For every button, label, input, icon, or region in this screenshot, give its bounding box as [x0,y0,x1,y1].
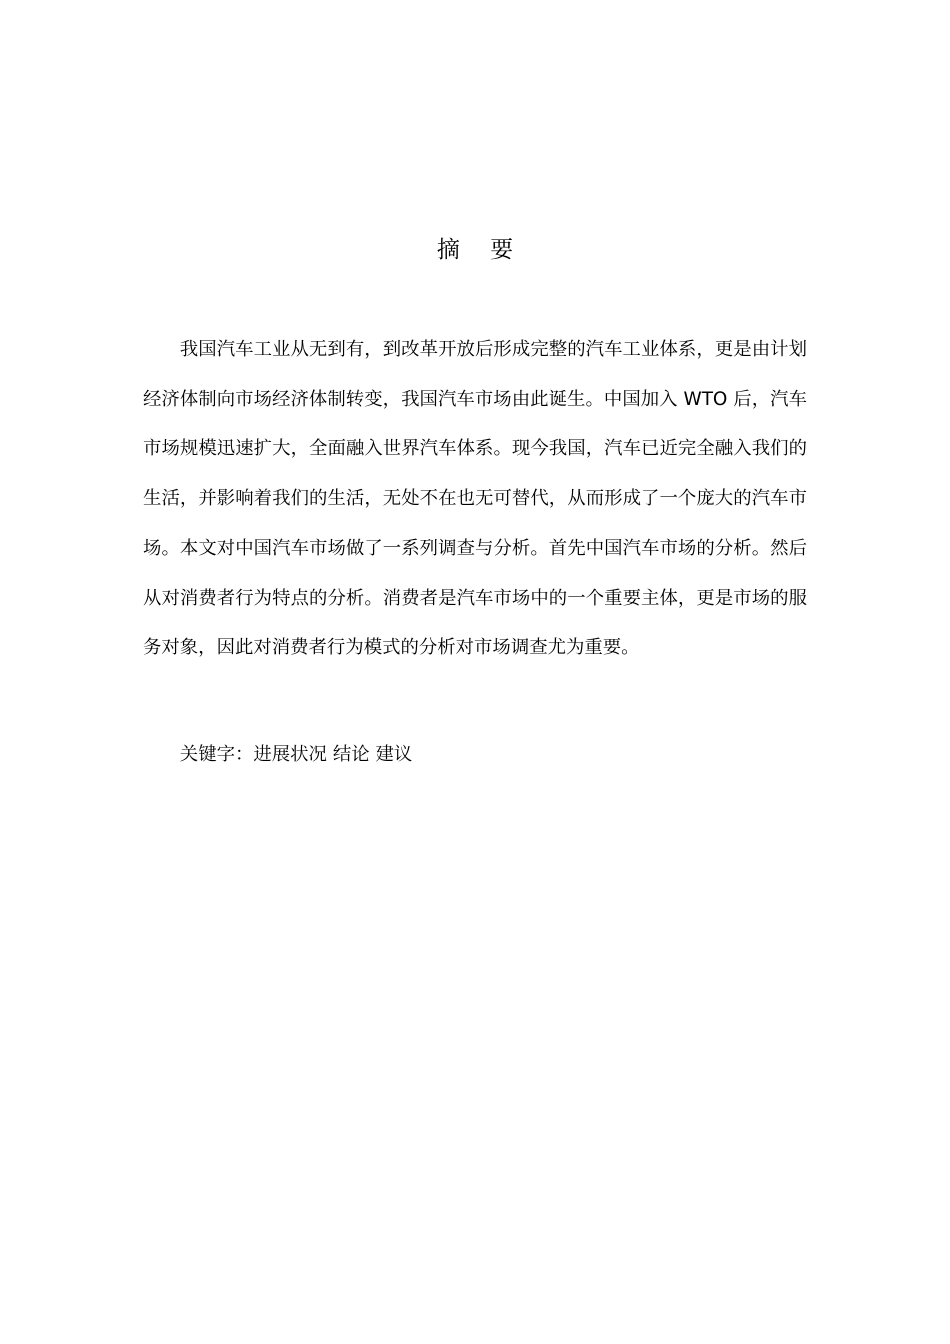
abstract-paragraph: 我国汽车工业从无到有，到改革开放后形成完整的汽车工业体系，更是由计划经济体制向市场经济体制转变，我国汽车市场由此诞生。中国加入 WTO 后，汽车市场规模迅速扩大，全面融入世界汽车体系。现今我国，汽车已近完全融入我们的生活，并影响着我们的生活，无处不在也无可替代，从而形成了一个庞大的汽车市场。本文对中国汽车市场做了一系列调查与分析。首先中国汽车市场的分析。然后从对消费者行为特点的分析。消费者是汽车市场中的一个重要主体，更是市场的服务对象，因此对消费者行为模式的分析对市场调查尤为重要。 [143,339,807,659]
abstract-title: 摘 要 [436,237,525,263]
keyword-item: 建议 [375,744,413,765]
keyword-item: 结论 [332,744,370,765]
keywords-label: 关键字： [179,744,254,765]
keywords-line [143,735,807,775]
keyword-item: 进展状况 [253,744,327,765]
